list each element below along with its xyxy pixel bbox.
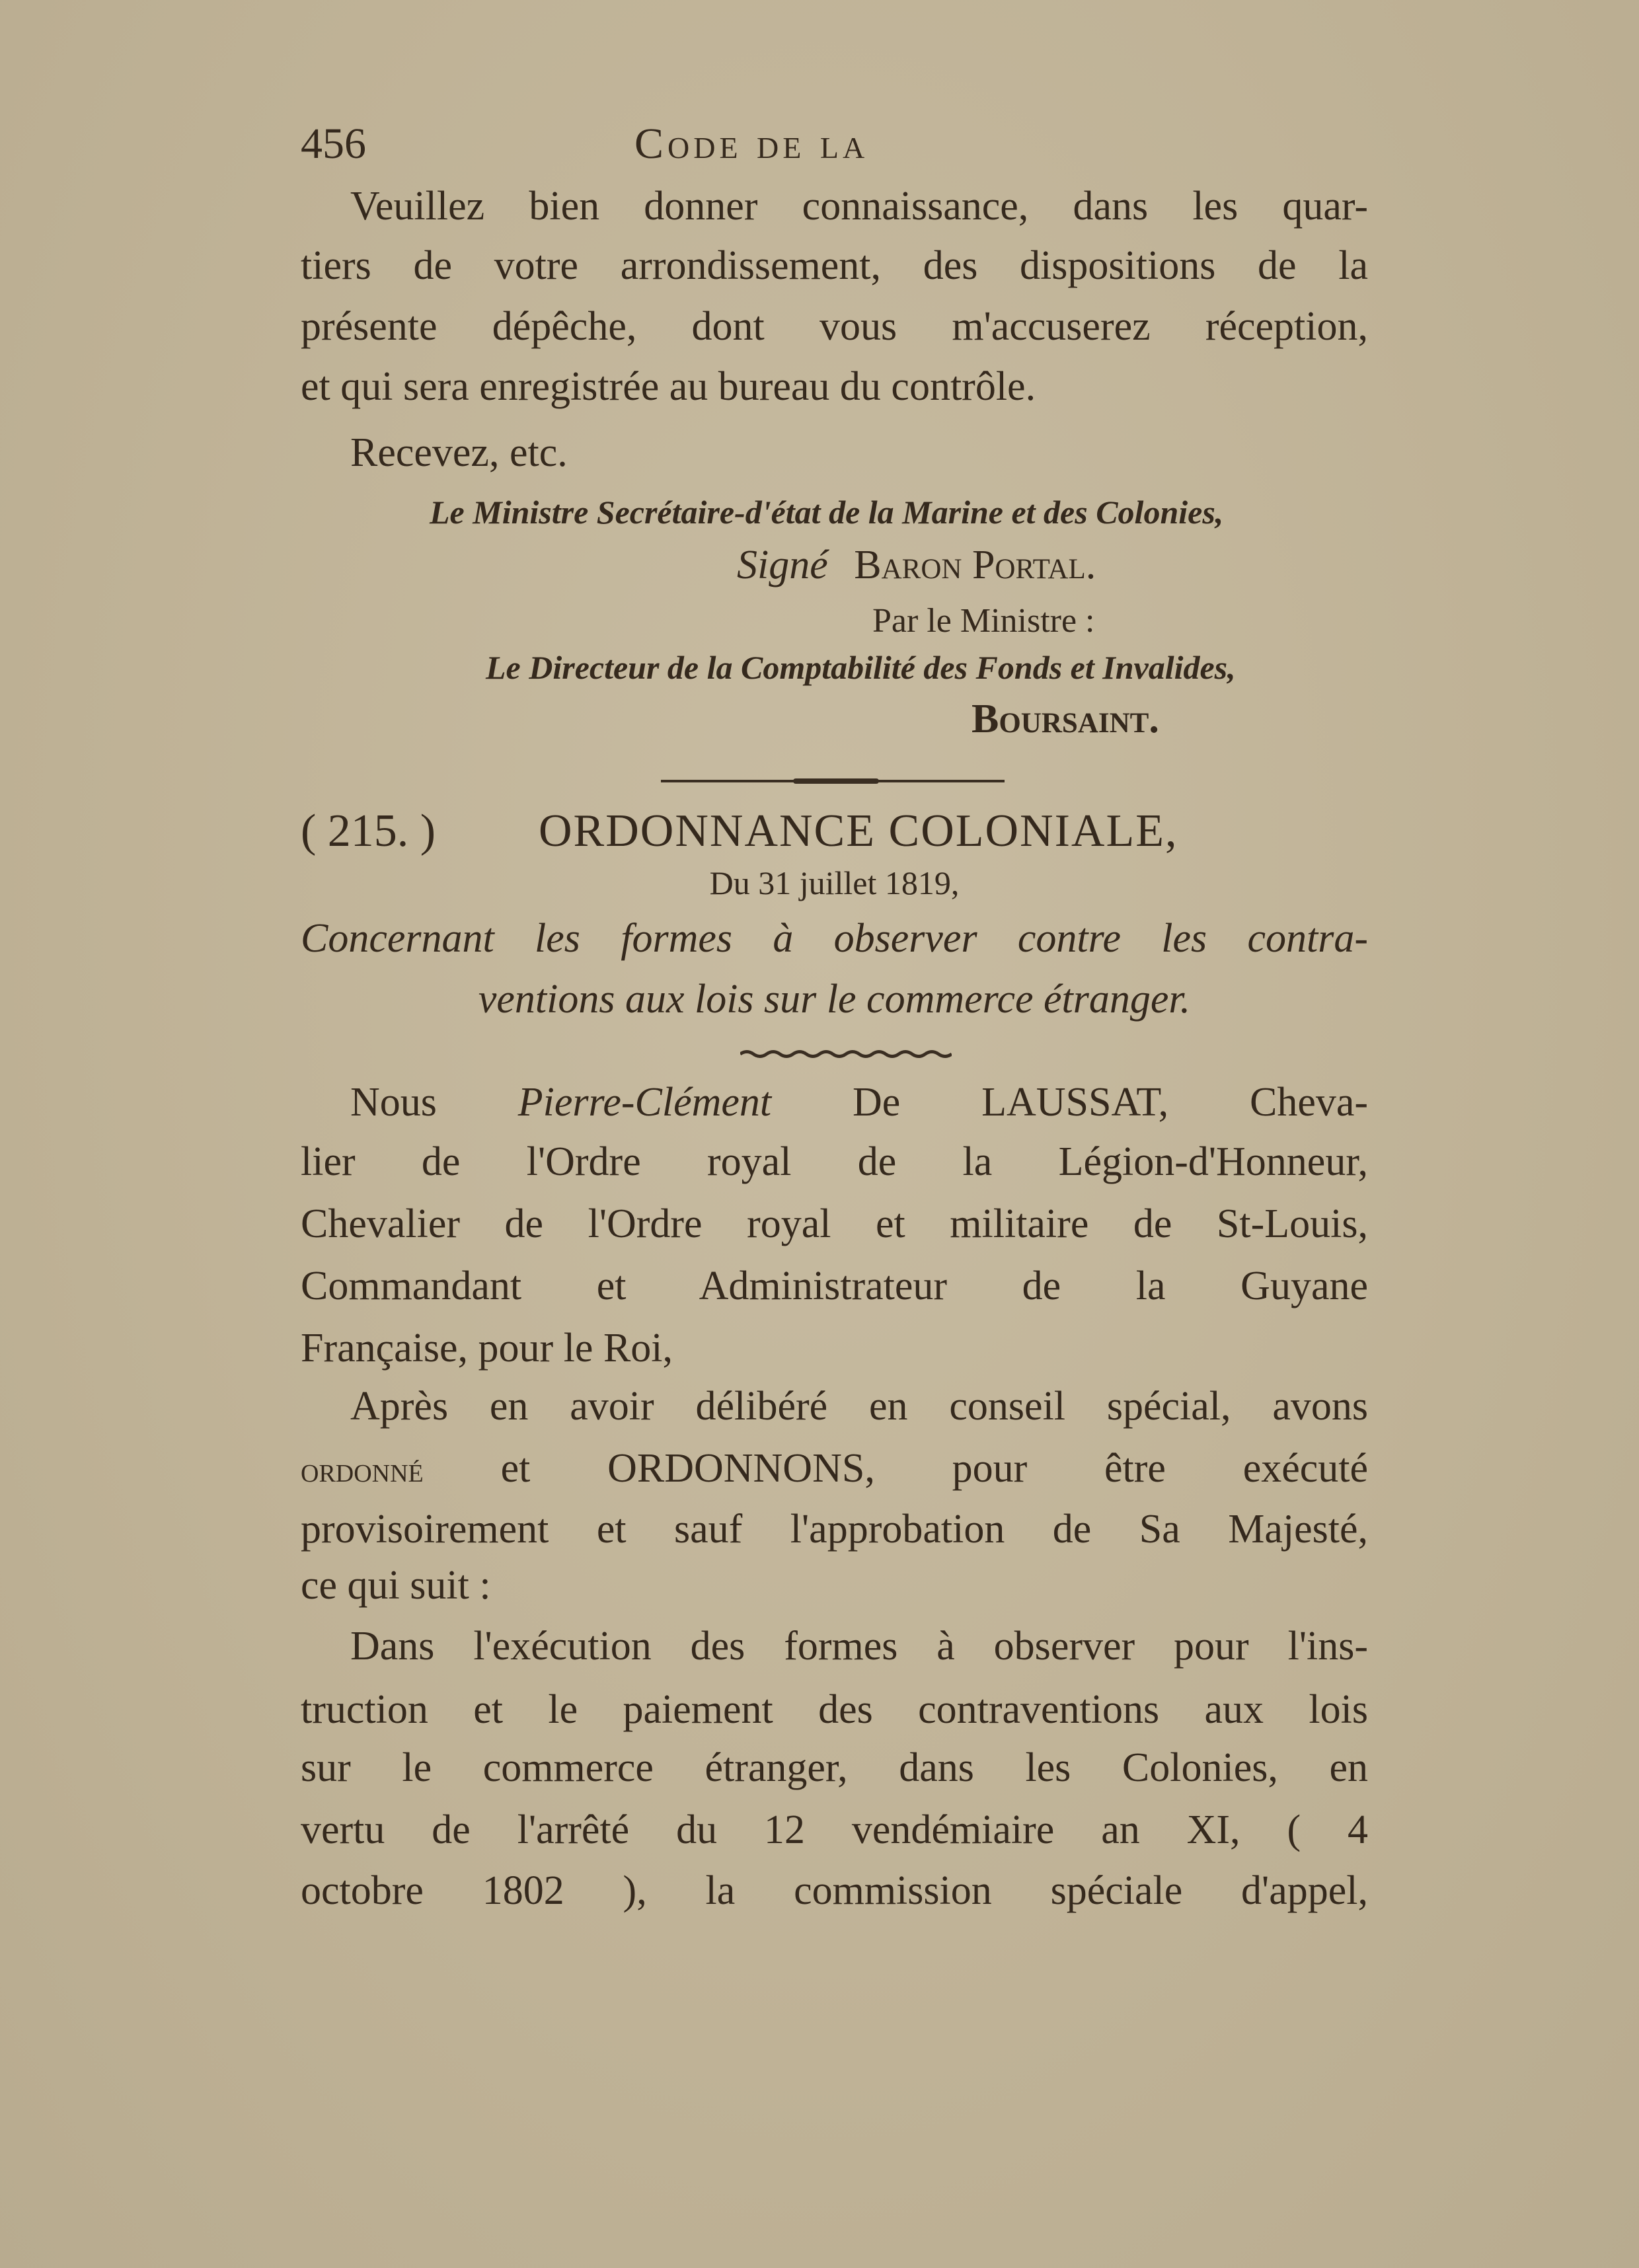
ordinance-subject: ventions aux lois sur le commerce étranger. — [478, 977, 1191, 1022]
text-nous: Nous — [350, 1080, 437, 1125]
ordonne-small-caps: ordonné — [301, 1450, 424, 1490]
text-line: sur le commerce étranger, dans les Colonies, en — [301, 1745, 1368, 1790]
text-line: Dans l'exécution des formes à observer pour l'ins- — [350, 1624, 1368, 1669]
director-title: Le Directeur de la Comptabilité des Fonds et Invalides, — [486, 649, 1236, 686]
ordonne-rest: et ORDONNONS, pour être exécuté — [500, 1446, 1369, 1491]
text-line — [350, 1076, 1368, 1129]
par-le-ministre: Par le Ministre : — [872, 602, 1095, 640]
text-line — [301, 1442, 1368, 1496]
page-number: 456 — [301, 120, 366, 168]
section-divider — [661, 780, 1005, 782]
text-line: lier de l'Ordre royal de la Légion-d'Honneur, — [301, 1139, 1368, 1184]
page-header — [301, 118, 1368, 170]
minister-title: Le Ministre Secrétaire-d'état de la Marine et des Colonies, — [430, 494, 1224, 531]
text-line: Française, pour le Roi, — [301, 1326, 673, 1371]
director-name: Boursaint. — [972, 697, 1159, 741]
text-line: Chevalier de l'Ordre royal et militaire de St-Louis, — [301, 1201, 1368, 1246]
text-line: provisoirement et sauf l'approbation de Sa Majesté, — [301, 1507, 1368, 1552]
ordinance-date: Du 31 juillet 1819, — [709, 864, 960, 901]
ordinance-number: ( 215. ) — [301, 806, 436, 856]
text-line: Veuillez bien donner connaissance, dans les quar- — [350, 184, 1368, 229]
ordinance-heading — [301, 805, 1368, 858]
text-line: ce qui suit : — [301, 1563, 491, 1608]
text-line: Après en avoir délibéré en conseil spécial, avons — [350, 1384, 1368, 1429]
text-line: tiers de votre arrondissement, des dispositions de la — [301, 243, 1368, 288]
signed-prefix: Signé — [737, 543, 828, 587]
text-line: présente dépêche, dont vous m'accuserez réception, — [301, 304, 1368, 349]
closing: Recevez, etc. — [350, 430, 568, 475]
ordinance-title: ORDONNANCE COLONIALE, — [539, 806, 1178, 856]
text-line: octobre 1802 ), la commission spéciale d'appel, — [301, 1868, 1368, 1913]
text-line: Commandant et Administrateur de la Guyane — [301, 1264, 1368, 1308]
ordinance-subject: Concernant les formes à observer contre les contra- — [301, 916, 1368, 961]
running-title: Code de la — [634, 120, 869, 168]
signed-name: Baron Portal. — [854, 543, 1096, 587]
text-line: et qui sera enregistrée au bureau du contrôle. — [301, 364, 1036, 409]
name-italic: Pierre-Clément — [517, 1080, 772, 1125]
signed-line — [737, 539, 1332, 591]
text-line: truction et le paiement des contraventions aux lois — [301, 1687, 1368, 1732]
name-rest: De LAUSSAT, Cheva- — [852, 1080, 1369, 1125]
text-line: vertu de l'arrêté du 12 vendémiaire an XI, ( 4 — [301, 1807, 1368, 1852]
wavy-ornament — [740, 1049, 952, 1059]
